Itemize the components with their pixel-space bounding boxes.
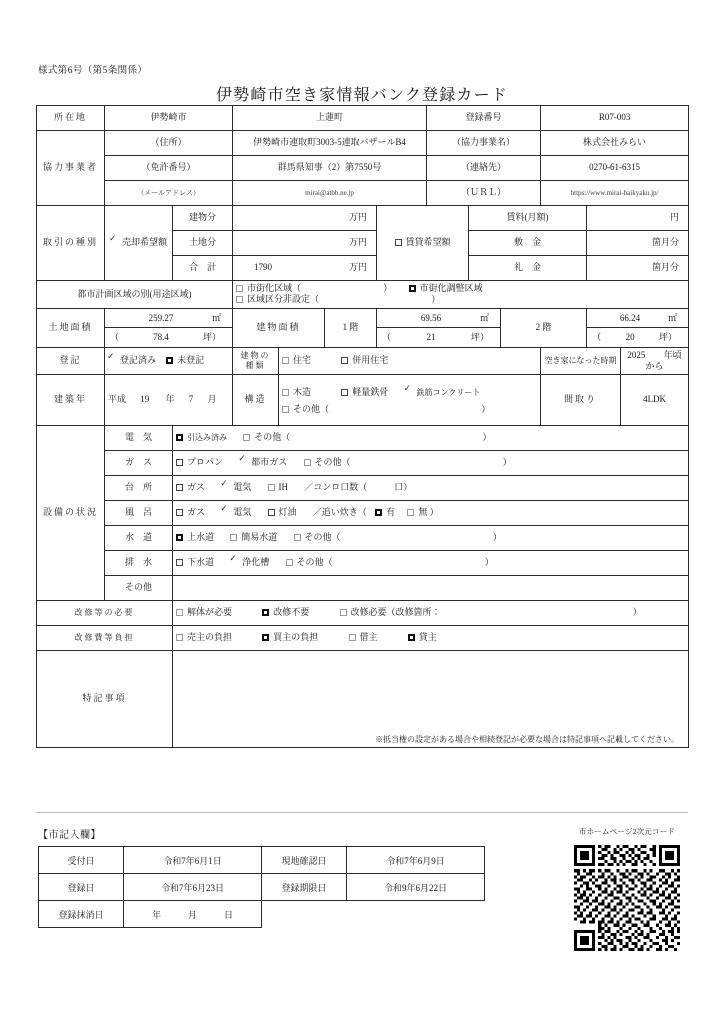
- structure-option-other[interactable]: [282, 404, 490, 415]
- house-label: 住宅: [293, 355, 312, 366]
- facility-options-electricity: [173, 426, 689, 451]
- sale-option[interactable]: [105, 206, 173, 281]
- floor2-sqm-unit: ㎡: [668, 312, 678, 323]
- propane-label: プロパン: [187, 457, 224, 468]
- bath-electric-checkbox[interactable]: [221, 509, 229, 516]
- facility-name-drainage: 排 水: [105, 551, 173, 576]
- seller-burden-checkbox[interactable]: [176, 634, 183, 641]
- rent-monthly-value[interactable]: [587, 206, 689, 231]
- page-title: 伊勢崎市空き家情報バンク登録カード: [215, 87, 509, 104]
- rent-option[interactable]: [377, 206, 469, 281]
- facility-name-gas: ガ ス: [105, 451, 173, 476]
- septic-tank-checkbox[interactable]: [230, 559, 238, 566]
- city-entry-table: [38, 846, 485, 928]
- registration-number-value: R07-003: [541, 106, 689, 131]
- facility-options-drainage: [173, 551, 689, 576]
- structure-options-line1: [282, 385, 537, 404]
- water-option-public[interactable]: [176, 532, 214, 543]
- electricity-option-other[interactable]: [243, 432, 491, 443]
- kitchen-ih-label: IH: [278, 482, 289, 493]
- drainage-option-sewer[interactable]: [176, 557, 214, 568]
- simple-water-label: 簡易水道: [241, 532, 278, 543]
- land-area-tsubo-unit: 坪）: [203, 331, 222, 342]
- sewer-label: 下水道: [187, 557, 215, 568]
- kitchen-electric-checkbox[interactable]: [221, 484, 229, 491]
- kitchen-option-ih[interactable]: [268, 482, 289, 493]
- floor2-tsubo: 20: [625, 331, 635, 342]
- facilities-label: [37, 426, 105, 601]
- reception-date-label: 受付日: [39, 847, 124, 874]
- table-row-facility-gas: [37, 451, 689, 476]
- remarks-note: ※抵当権の設定がある場合や相続登記が必要な場合は特記事項へ記載してください。: [375, 735, 680, 744]
- demolition-required-label: 解体が必要: [187, 607, 233, 618]
- city-planning-option-undesignated[interactable]: [236, 294, 440, 305]
- table-row-facility-other: [37, 576, 689, 601]
- remarks-value[interactable]: [173, 651, 689, 748]
- partner-name-label: （協力事業名）: [427, 131, 541, 156]
- bath-reheat-no-label: 無: [418, 507, 428, 518]
- floor2-sqm: 66.24: [619, 312, 641, 323]
- electricity-connected-label: 引込み済み: [187, 433, 227, 443]
- land-area-tsubo-line: [105, 328, 232, 347]
- partner-contact-label: （連絡先）: [427, 156, 541, 181]
- location-city: 伊勢崎市: [105, 106, 233, 131]
- rent-monthly-unit: 円: [670, 212, 680, 223]
- table-row-remarks: [37, 651, 689, 748]
- floor2-sqm-line: [587, 309, 688, 328]
- water-option-simple[interactable]: [230, 532, 277, 543]
- rent-checkbox[interactable]: [395, 239, 402, 246]
- facility-name-water: 水 道: [105, 526, 173, 551]
- transaction-label: 取引の種別: [37, 206, 105, 281]
- city-planning-option-urbanization[interactable]: [236, 283, 392, 294]
- facility-options-kitchen: [173, 476, 689, 501]
- bath-reheat-yes-checkbox[interactable]: [375, 509, 382, 516]
- rent-option-label: 賃貸希望額: [405, 237, 451, 248]
- floor1-sqm-line: [377, 309, 500, 328]
- floor1-label: 1 階: [325, 308, 377, 347]
- undesignated-area-close: ）: [431, 294, 441, 305]
- land-price-value[interactable]: [233, 231, 377, 256]
- registry-option-unregistered[interactable]: [166, 355, 204, 366]
- section-divider: [36, 812, 688, 813]
- partner-name-value: 株式会社みらい: [541, 131, 689, 156]
- key-money-value[interactable]: [587, 256, 689, 281]
- gas-option-city[interactable]: [239, 457, 287, 468]
- partner-url-value: https://www.mirai-baikyaku.jp/: [541, 181, 689, 206]
- total-price-value[interactable]: [233, 256, 377, 281]
- septic-tank-label: 浄化槽: [242, 557, 270, 568]
- bath-gas-label: ガス: [187, 507, 206, 518]
- structure-option-light-steel[interactable]: [341, 387, 388, 398]
- facility-name-kitchen: 台 所: [105, 476, 173, 501]
- water-other-close: ）: [492, 532, 502, 543]
- land-price-unit: 万円: [349, 237, 368, 248]
- layout-label: 間取り: [541, 375, 621, 426]
- light-steel-checkbox[interactable]: [341, 389, 348, 396]
- rc-structure-checkbox[interactable]: [405, 389, 413, 396]
- kitchen-gas-checkbox[interactable]: [176, 484, 183, 491]
- site-check-date-label: 現地確認日: [262, 847, 347, 874]
- renovation-not-needed-checkbox[interactable]: [262, 609, 269, 616]
- light-steel-label: 軽量鉄骨: [352, 386, 389, 397]
- building-type-option-mixed[interactable]: [341, 355, 388, 366]
- renovation-need-options: [173, 601, 689, 626]
- registration-date-label: 登録日: [39, 874, 124, 901]
- floor2-label: 2 階: [501, 308, 587, 347]
- sewer-checkbox[interactable]: [176, 559, 183, 566]
- floor2-tsubo-line: [587, 328, 688, 347]
- tenant-burden-label: 借主: [359, 632, 378, 643]
- bath-kerosene-checkbox[interactable]: [268, 509, 275, 516]
- table-row-facility-kitchen: [37, 476, 689, 501]
- gas-option-propane[interactable]: [176, 457, 223, 468]
- drainage-option-septic[interactable]: [230, 557, 269, 568]
- table-row-renovation-cost: [37, 626, 689, 651]
- renovation-option-needed[interactable]: [340, 607, 642, 618]
- bath-option-gas[interactable]: [176, 507, 205, 518]
- renovation-needed-close: ）: [632, 607, 642, 618]
- sale-option-label: 売却希望額: [121, 237, 167, 248]
- renovation-need-label: 改修等の必要: [37, 601, 173, 626]
- construction-month-number: 7: [188, 394, 194, 405]
- registry-options: [105, 347, 233, 375]
- land-area-sqm-unit: ㎡: [212, 312, 222, 323]
- bath-reheat-group: [313, 507, 439, 518]
- city-planning-label: 都市計画区域の別(用途区域): [37, 281, 233, 309]
- city-planning-options: [233, 281, 689, 309]
- renovation-option-not-needed[interactable]: [262, 607, 309, 618]
- table-row-areas: [37, 308, 689, 347]
- facility-options-gas: [173, 451, 689, 476]
- floor1-tsubo-open: （: [382, 331, 392, 342]
- urbanization-area-label: 市街化区域（: [247, 283, 302, 293]
- gas-option-other[interactable]: [304, 457, 512, 468]
- landlord-burden-label: 貸主: [418, 632, 437, 643]
- drainage-other-close: ）: [484, 557, 494, 568]
- urbanization-area-close: ）: [383, 283, 393, 293]
- vacant-since-label: 空き家になった時期: [541, 347, 621, 375]
- structure-options: [279, 375, 541, 426]
- form-number: 様式第6号（第5条関係）: [38, 66, 148, 76]
- city-planning-option-control[interactable]: [409, 283, 483, 294]
- building-price-unit: 万円: [349, 212, 368, 223]
- electricity-other-checkbox[interactable]: [243, 434, 250, 441]
- floor2-tsubo-open: （: [592, 331, 602, 342]
- city-entry-empty-2: [347, 901, 485, 928]
- drainage-option-other[interactable]: [286, 557, 494, 568]
- building-type-options: [279, 347, 541, 375]
- house-checkbox[interactable]: [282, 357, 289, 364]
- total-price-number: 1790: [254, 262, 273, 273]
- electricity-option-connected[interactable]: [176, 432, 227, 443]
- public-water-checkbox[interactable]: [176, 534, 183, 541]
- partner-email-value: mirai@atbb.ne.jp: [233, 181, 427, 206]
- key-money-label: 礼 金: [469, 256, 587, 281]
- table-row-facility-water: [37, 526, 689, 551]
- table-row-location: [37, 106, 689, 131]
- city-entry-empty-1: [262, 901, 347, 928]
- bath-reheat-yes-label: 有: [386, 507, 396, 518]
- electricity-connected-checkbox[interactable]: [176, 434, 183, 441]
- electricity-other-close: ）: [482, 432, 492, 443]
- sale-checkbox[interactable]: [110, 239, 118, 246]
- registration-number-label: 登録番号: [427, 106, 541, 131]
- construction-year-unit: 年: [165, 394, 175, 405]
- site-check-date-value: 令和7年6月9日: [347, 847, 485, 874]
- table-row-construction: [37, 375, 689, 426]
- bath-gas-checkbox[interactable]: [176, 509, 183, 516]
- water-other-checkbox[interactable]: [294, 534, 301, 541]
- total-price-unit: 万円: [349, 262, 368, 273]
- registered-label: 登記済み: [120, 355, 157, 366]
- facility-name-bath: 風 呂: [105, 501, 173, 526]
- kitchen-burner-count: ／コンロ口数（ 口）: [304, 482, 413, 493]
- kitchen-option-electric[interactable]: [221, 482, 251, 493]
- kitchen-electric-label: 電気: [233, 482, 252, 493]
- registry-option-registered[interactable]: [108, 355, 156, 366]
- qr-code-icon: [571, 842, 683, 954]
- undesignated-area-checkbox[interactable]: [236, 296, 243, 303]
- cost-option-buyer[interactable]: [262, 632, 318, 643]
- city-entry-row-cancellation: [39, 901, 485, 928]
- facilities-label-text: 設備の状況: [42, 507, 98, 518]
- other-structure-close: ）: [481, 404, 491, 414]
- partner-label: 協力事業者: [37, 131, 105, 206]
- unregistered-label: 未登記: [177, 355, 205, 366]
- construction-era: 平成: [108, 394, 127, 405]
- electricity-other-label: その他（: [254, 432, 291, 443]
- remarks-label: 特記事項: [37, 651, 173, 748]
- total-price-label: 合 計: [173, 256, 233, 281]
- partner-license-label: （免許番号）: [105, 156, 233, 181]
- partner-address-label: （住所）: [105, 131, 233, 156]
- construction-month-unit: 月: [207, 394, 217, 405]
- city-gas-label: 都市ガス: [251, 457, 288, 468]
- land-area-tsubo: 78.4: [153, 331, 169, 342]
- land-area-label: 土地面積: [37, 308, 105, 347]
- cancellation-date-value: 年 月 日: [124, 901, 262, 928]
- table-row-partner-address: [37, 131, 689, 156]
- other-structure-checkbox[interactable]: [282, 406, 289, 413]
- table-row-city-planning: [37, 281, 689, 309]
- city-entry-row-reception: [39, 847, 485, 874]
- building-type-label: 建物の種類: [233, 347, 279, 375]
- construction-year-number: 19: [140, 394, 150, 405]
- seller-burden-label: 売主の負担: [187, 632, 233, 643]
- registry-label: 登記: [37, 347, 105, 375]
- city-entry-heading: 【市記入欄】: [38, 830, 101, 841]
- demolition-required-checkbox[interactable]: [176, 609, 183, 616]
- building-price-label: 建物分: [173, 206, 233, 231]
- location-label: 所在地: [37, 106, 105, 131]
- renovation-not-needed-label: 改修不要: [273, 607, 310, 618]
- water-option-other[interactable]: [294, 532, 502, 543]
- vacant-since-value: [621, 347, 689, 375]
- expiry-date-label: 登録期限日: [262, 874, 347, 901]
- deposit-unit: 箇月分: [652, 237, 680, 248]
- structure-option-rc[interactable]: [405, 387, 481, 398]
- expiry-date-value: 令和9年6月22日: [347, 874, 485, 901]
- cost-option-tenant[interactable]: [349, 632, 378, 643]
- table-row-registry: [37, 347, 689, 375]
- building-price-value[interactable]: [233, 206, 377, 231]
- wood-structure-label: 木造: [293, 386, 312, 397]
- building-type-option-house[interactable]: [282, 355, 311, 366]
- facility-name-electricity: 電 気: [105, 426, 173, 451]
- partner-email-label: （メールアドレス）: [105, 181, 233, 206]
- construction-year-value: [105, 375, 233, 426]
- renovation-cost-label: 改修費等負担: [37, 626, 173, 651]
- mixed-use-checkbox[interactable]: [341, 357, 348, 364]
- bath-option-electric[interactable]: [221, 507, 251, 518]
- registration-date-value: 令和7年6月23日: [124, 874, 262, 901]
- floor2-tsubo-unit: 坪）: [659, 331, 678, 342]
- wood-structure-checkbox[interactable]: [282, 389, 289, 396]
- simple-water-checkbox[interactable]: [230, 534, 237, 541]
- buyer-burden-checkbox[interactable]: [262, 634, 269, 641]
- buyer-burden-label: 買主の負担: [273, 632, 319, 643]
- rent-monthly-label: 賃料(月額): [469, 206, 587, 231]
- city-entry-row-registration: [39, 874, 485, 901]
- renovation-needed-label: 改修必要（改修箇所：: [350, 607, 441, 618]
- floor1-sqm: 69.56: [420, 312, 442, 323]
- vacant-suffix: 年頃から: [645, 349, 682, 371]
- kitchen-option-gas[interactable]: [176, 482, 205, 493]
- renovation-cost-options: [173, 626, 689, 651]
- gas-other-checkbox[interactable]: [304, 459, 311, 466]
- table-row-partner-email: [37, 181, 689, 206]
- gas-other-label: その他（: [314, 457, 351, 468]
- structure-label: 構造: [233, 375, 279, 426]
- land-area-sqm: 259.27: [148, 312, 174, 323]
- other-structure-label: その他（: [293, 404, 330, 414]
- land-area-tsubo-open: （: [110, 331, 120, 342]
- kitchen-gas-label: ガス: [187, 482, 206, 493]
- undesignated-area-label: 区域区分非設定（: [247, 294, 320, 305]
- building-area-label: 建物面積: [233, 308, 325, 347]
- floor1-tsubo-unit: 坪）: [471, 331, 490, 342]
- landlord-burden-checkbox[interactable]: [408, 634, 415, 641]
- rc-structure-label: 鉄筋コンクリート: [416, 387, 481, 397]
- facility-options-water: [173, 526, 689, 551]
- drainage-other-checkbox[interactable]: [286, 559, 293, 566]
- structure-options-line2: [282, 404, 537, 415]
- reception-date-value: 令和7年6月1日: [124, 847, 262, 874]
- table-row-partner-license: [37, 156, 689, 181]
- urbanization-area-checkbox[interactable]: [236, 285, 243, 292]
- mixed-use-label: 併用住宅: [352, 355, 389, 366]
- layout-value: 4LDK: [621, 375, 689, 426]
- facility-other-value[interactable]: [173, 576, 689, 601]
- vacant-year: 2025: [627, 349, 646, 360]
- deposit-value[interactable]: [587, 231, 689, 256]
- bath-option-kerosene[interactable]: [268, 507, 297, 518]
- deposit-label: 敷 金: [469, 231, 587, 256]
- table-row-facility-bath: [37, 501, 689, 526]
- kitchen-ih-checkbox[interactable]: [268, 484, 275, 491]
- table-row-renovation-need: [37, 601, 689, 626]
- floor1-sqm-unit: ㎡: [480, 312, 490, 323]
- unregistered-checkbox[interactable]: [166, 357, 173, 364]
- floor1-tsubo: 21: [426, 331, 436, 342]
- cancellation-date-label: 登録抹消日: [39, 901, 124, 928]
- facility-name-other: その他: [105, 576, 173, 601]
- partner-address-value: 伊勢崎市連取町3003-5連取バザールB4: [233, 131, 427, 156]
- bath-reheat-close: ）: [429, 507, 439, 518]
- urbanization-control-area-checkbox[interactable]: [409, 285, 416, 292]
- land-area-values: [105, 308, 233, 347]
- table-row-transaction-building: [37, 206, 689, 231]
- bath-reheat-label: ／追い炊き（: [312, 507, 367, 518]
- drainage-other-label: その他（: [296, 557, 333, 568]
- partner-url-label: （ＵＲＬ）: [427, 181, 541, 206]
- propane-checkbox[interactable]: [176, 459, 183, 466]
- partner-contact-value: 0270-61-6315: [541, 156, 689, 181]
- table-row-facility-drainage: [37, 551, 689, 576]
- land-area-sqm-line: [105, 309, 232, 328]
- bath-reheat-no-checkbox[interactable]: [407, 509, 414, 516]
- city-gas-checkbox[interactable]: [239, 459, 247, 466]
- qr-label: 市ホームページ2次元コード: [578, 827, 676, 836]
- bath-electric-label: 電気: [233, 507, 252, 518]
- location-town: 上蓮町: [233, 106, 427, 131]
- table-row-facility-electricity: [37, 426, 689, 451]
- land-price-label: 土地分: [173, 231, 233, 256]
- public-water-label: 上水道: [187, 532, 215, 543]
- water-other-label: その他（: [304, 532, 341, 543]
- urbanization-control-area-label: 市街化調整区域: [419, 283, 483, 293]
- registered-checkbox[interactable]: [108, 357, 116, 364]
- floor2-values: [587, 308, 689, 347]
- renovation-needed-checkbox[interactable]: [340, 609, 347, 616]
- cost-option-seller[interactable]: [176, 632, 232, 643]
- partner-license-value: 群馬県知事（2）第7550号: [233, 156, 427, 181]
- tenant-burden-checkbox[interactable]: [349, 634, 356, 641]
- renovation-option-demolition[interactable]: [176, 607, 232, 618]
- floor1-values: [377, 308, 501, 347]
- gas-other-close: ）: [502, 457, 512, 468]
- qr-section: [567, 826, 687, 954]
- bath-kerosene-label: 灯油: [278, 507, 297, 518]
- registration-card-table: [36, 105, 689, 748]
- key-money-unit: 箇月分: [652, 262, 680, 273]
- cost-option-landlord[interactable]: [408, 632, 437, 643]
- floor1-tsubo-line: [377, 328, 500, 347]
- facility-options-bath: [173, 501, 689, 526]
- structure-option-wood[interactable]: [282, 387, 311, 398]
- construction-year-label: 建築年: [37, 375, 105, 426]
